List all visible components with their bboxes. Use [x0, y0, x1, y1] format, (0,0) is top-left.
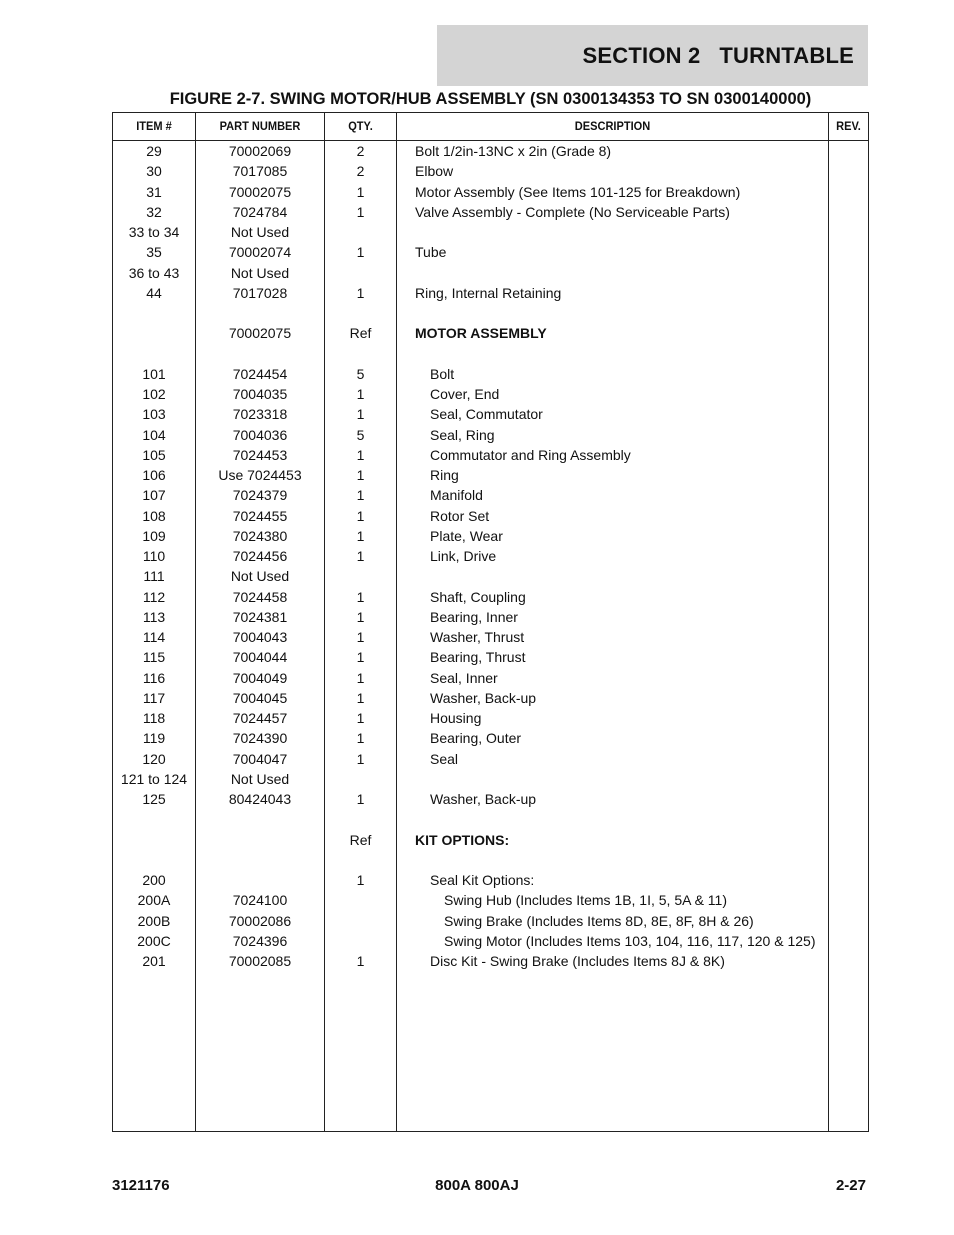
- table-row: [113, 283, 868, 303]
- part-number: 7024390: [232, 730, 288, 747]
- description: Washer, Back-up: [430, 791, 537, 807]
- table-row: [113, 870, 868, 890]
- item-number: 105: [142, 446, 166, 463]
- part-number: 7024457: [232, 710, 288, 726]
- item-number: 109: [142, 527, 166, 544]
- part-number: 7004047: [232, 750, 288, 767]
- header-description: DESCRIPTION: [574, 119, 651, 133]
- description: Disc Kit - Swing Brake (Includes Items 8J & 8K): [430, 953, 725, 969]
- item-number: 118: [142, 710, 166, 726]
- item-number: 121 to 124: [120, 770, 188, 787]
- footer-doc-number: 3121176: [112, 1177, 170, 1194]
- description: Valve Assembly - Complete (No Serviceable Parts): [415, 203, 730, 220]
- part-number: Not Used: [230, 224, 290, 240]
- table-row: [113, 769, 868, 789]
- quantity: Ref: [349, 325, 372, 342]
- item-number: 116: [142, 669, 166, 686]
- quantity: 1: [356, 669, 365, 686]
- part-number: Not Used: [230, 568, 290, 585]
- parts-table: [112, 112, 869, 1132]
- item-number: 107: [142, 487, 166, 504]
- description: Bearing, Outer: [430, 730, 522, 747]
- quantity: 1: [356, 750, 365, 767]
- description: Cover, End: [430, 386, 500, 402]
- table-row: [113, 890, 868, 910]
- item-number: 104: [142, 426, 166, 443]
- part-number: 7017085: [232, 163, 288, 180]
- part-number: 7004043: [232, 629, 288, 645]
- item-number: 110: [142, 548, 166, 564]
- description: Tube: [415, 244, 447, 261]
- item-number: 35: [146, 244, 162, 261]
- item-number: 33 to 34: [128, 224, 180, 240]
- quantity: 1: [356, 548, 365, 564]
- header-part-number: PART NUMBER: [219, 119, 301, 133]
- description: Ring, Internal Retaining: [415, 284, 562, 301]
- table-row: [113, 202, 868, 222]
- table-row: [113, 344, 868, 364]
- table-row: [113, 728, 868, 748]
- quantity: 5: [356, 426, 365, 443]
- description: Plate, Wear: [430, 527, 503, 544]
- description: Housing: [430, 710, 482, 726]
- table-row: [113, 161, 868, 181]
- table-row: [113, 830, 868, 850]
- item-number: 108: [142, 507, 166, 524]
- item-number: 114: [142, 629, 166, 645]
- table-row: [113, 708, 868, 728]
- part-number: 7024396: [232, 932, 288, 949]
- description: Seal Kit Options:: [430, 872, 535, 888]
- quantity: 1: [356, 791, 365, 807]
- part-number: 7024379: [232, 487, 288, 504]
- item-number: 201: [142, 953, 166, 969]
- item-number: 125: [142, 791, 166, 807]
- part-number: 7004049: [232, 669, 288, 686]
- table-row: [113, 526, 868, 546]
- item-number: 113: [142, 608, 166, 625]
- table-row: [113, 647, 868, 667]
- quantity: 5: [356, 365, 365, 382]
- part-number: 7024381: [232, 608, 288, 625]
- quantity: 1: [356, 872, 365, 888]
- table-row: [113, 688, 868, 708]
- table-row: [113, 951, 868, 971]
- table-row: [113, 485, 868, 505]
- description: Commutator and Ring Assembly: [430, 446, 631, 463]
- part-number: 7004045: [232, 689, 288, 706]
- part-number: 70002075: [228, 325, 292, 342]
- table-row: [113, 566, 868, 586]
- quantity: 1: [356, 203, 365, 220]
- table-row: [113, 506, 868, 526]
- item-number: 32: [146, 203, 162, 220]
- quantity: 1: [356, 608, 365, 625]
- part-number: 80424043: [228, 791, 292, 807]
- part-number: 7024458: [232, 588, 288, 605]
- quantity: Ref: [349, 831, 372, 848]
- quantity: 1: [356, 487, 365, 504]
- section-header: [437, 25, 868, 86]
- table-row: [113, 668, 868, 688]
- description: Bolt: [430, 365, 455, 382]
- part-number: 70002075: [228, 183, 292, 200]
- part-number: 7024784: [232, 203, 288, 220]
- item-number: 200B: [137, 912, 171, 929]
- table-row: [113, 931, 868, 951]
- description: Seal, Inner: [430, 669, 498, 686]
- table-row: [113, 141, 868, 161]
- quantity: 1: [356, 953, 365, 969]
- item-number: 31: [146, 183, 162, 200]
- item-number: 119: [142, 730, 166, 747]
- description: Shaft, Coupling: [430, 588, 526, 605]
- quantity: 1: [356, 649, 365, 666]
- description: Seal: [430, 750, 459, 767]
- quantity: 1: [356, 689, 365, 706]
- item-number: 200: [142, 872, 166, 888]
- part-number: 7024455: [232, 507, 288, 524]
- quantity: 1: [356, 588, 365, 605]
- description: Seal, Commutator: [430, 406, 543, 423]
- description: Bearing, Inner: [430, 608, 518, 625]
- table-row: [113, 809, 868, 829]
- part-number: 7004036: [232, 426, 288, 443]
- quantity: 2: [356, 163, 365, 180]
- part-number: 70002085: [228, 953, 292, 969]
- table-row: [113, 445, 868, 465]
- quantity: 1: [356, 730, 365, 747]
- quantity: 1: [356, 284, 365, 301]
- table-row: [113, 384, 868, 404]
- table-row: [113, 222, 868, 242]
- part-number: 7023318: [232, 406, 288, 423]
- header-item: ITEM #: [136, 119, 172, 133]
- table-header: [113, 113, 868, 141]
- table-row: [113, 404, 868, 424]
- item-number: 29: [146, 143, 162, 159]
- description: Swing Brake (Includes Items 8D, 8E, 8F, 8H & 26): [444, 912, 754, 929]
- part-number: Not Used: [230, 770, 290, 787]
- item-number: 111: [143, 568, 165, 585]
- footer-page-number: 2-27: [835, 1177, 866, 1194]
- table-row: [113, 850, 868, 870]
- part-number: 70002086: [228, 912, 292, 929]
- quantity: 1: [356, 629, 365, 645]
- table-row: [113, 789, 868, 809]
- table-row: [113, 911, 868, 931]
- part-number: 7024453: [232, 446, 288, 463]
- item-number: 200C: [137, 932, 171, 949]
- table-row: [113, 242, 868, 262]
- quantity: 1: [356, 710, 365, 726]
- description: Washer, Thrust: [430, 629, 525, 645]
- item-number: 36 to 43: [128, 264, 180, 281]
- item-number: 106: [142, 467, 166, 483]
- part-number: Use 7024453: [218, 467, 302, 483]
- quantity: 1: [356, 467, 365, 483]
- description: Washer, Back-up: [430, 689, 537, 706]
- header-qty: QTY.: [348, 119, 373, 133]
- part-number: 7024100: [232, 892, 288, 909]
- table-row: [113, 182, 868, 202]
- item-number: 117: [142, 689, 166, 706]
- item-number: 112: [142, 588, 166, 605]
- section-title: SECTION 2 TURNTABLE: [582, 42, 854, 68]
- part-number: 70002069: [228, 143, 292, 159]
- description: Seal, Ring: [430, 426, 495, 443]
- description: KIT OPTIONS:: [415, 831, 510, 848]
- part-number: 7017028: [232, 284, 288, 301]
- description: Swing Motor (Includes Items 103, 104, 116, 117, 120 & 125): [444, 932, 816, 949]
- quantity: 2: [356, 143, 365, 159]
- item-number: 101: [142, 365, 166, 382]
- quantity: 1: [356, 244, 365, 261]
- part-number: 7004044: [232, 649, 288, 666]
- item-number: 30: [146, 163, 162, 180]
- part-number: 70002074: [228, 244, 292, 261]
- description: Bearing, Thrust: [430, 649, 526, 666]
- description: Manifold: [430, 487, 483, 504]
- description: Swing Hub (Includes Items 1B, 1I, 5, 5A & 11): [444, 892, 727, 909]
- quantity: 1: [356, 446, 365, 463]
- header-rev: REV.: [836, 119, 861, 133]
- part-number: Not Used: [230, 264, 290, 281]
- item-number: 102: [142, 386, 166, 402]
- description: Link, Drive: [430, 548, 497, 564]
- table-row: [113, 627, 868, 647]
- table-row: [113, 546, 868, 566]
- footer-model: 800A 800AJ: [435, 1177, 519, 1194]
- figure-title: FIGURE 2-7. SWING MOTOR/HUB ASSEMBLY (SN 0300134353 TO SN 0300140000): [169, 90, 812, 108]
- part-number: 7024454: [232, 365, 288, 382]
- table-body: [113, 141, 868, 971]
- table-row: [113, 749, 868, 769]
- description: Motor Assembly (See Items 101-125 for Breakdown): [415, 183, 741, 200]
- quantity: 1: [356, 386, 365, 402]
- table-row: [113, 364, 868, 384]
- description: Bolt 1/2in-13NC x 2in (Grade 8): [415, 143, 612, 159]
- table-row: [113, 425, 868, 445]
- part-number: 7004035: [232, 386, 288, 402]
- description: Ring: [430, 467, 459, 483]
- part-number: 7024456: [232, 548, 288, 564]
- item-number: 103: [142, 406, 166, 423]
- table-row: [113, 303, 868, 323]
- quantity: 1: [356, 527, 365, 544]
- item-number: 200A: [137, 892, 171, 909]
- quantity: 1: [356, 507, 365, 524]
- table-row: [113, 323, 868, 343]
- description: MOTOR ASSEMBLY: [415, 325, 547, 342]
- description: Rotor Set: [430, 507, 490, 524]
- table-row: [113, 587, 868, 607]
- quantity: 1: [356, 406, 365, 423]
- table-row: [113, 607, 868, 627]
- item-number: 120: [142, 750, 166, 767]
- part-number: 7024380: [232, 527, 288, 544]
- table-row: [113, 465, 868, 485]
- item-number: 115: [142, 649, 166, 666]
- description: Elbow: [415, 163, 454, 180]
- quantity: 1: [356, 183, 365, 200]
- table-row: [113, 263, 868, 283]
- item-number: 44: [146, 284, 162, 301]
